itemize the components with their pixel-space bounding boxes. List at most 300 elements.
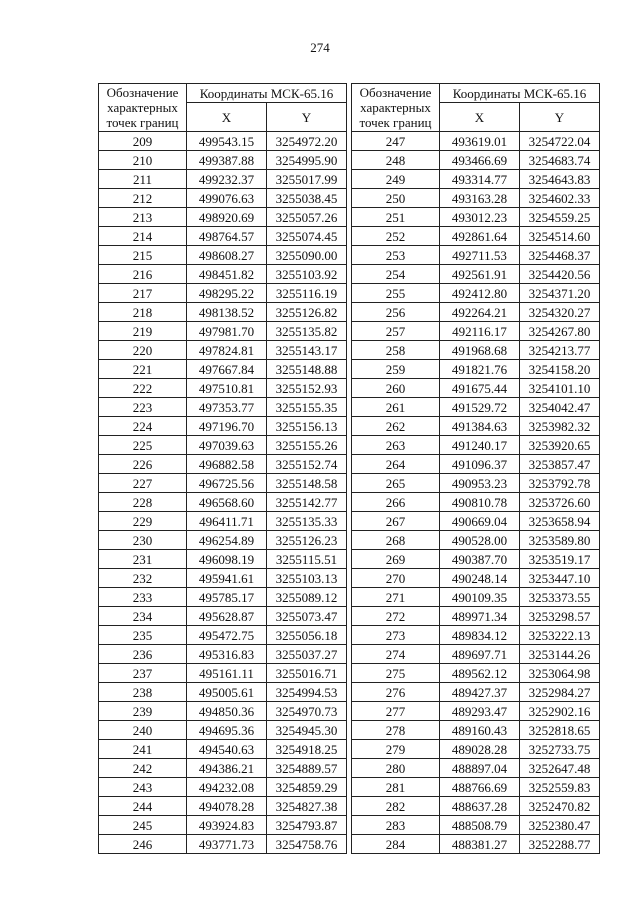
x-coordinate-cell: 496568.60 (187, 493, 267, 512)
y-coordinate-cell: 3254994.53 (267, 683, 347, 702)
y-coordinate-cell: 3253064.98 (520, 664, 600, 683)
table-row (99, 759, 347, 778)
y-coordinate-cell: 3254320.27 (520, 303, 600, 322)
point-number-cell: 268 (352, 531, 440, 550)
x-coordinate-cell: 494540.63 (187, 740, 267, 759)
y-coordinate-cell: 3254602.33 (520, 189, 600, 208)
x-coordinate-cell: 493771.73 (187, 835, 267, 854)
y-coordinate-cell: 3255037.27 (267, 645, 347, 664)
x-coordinate-cell: 493466.69 (440, 151, 520, 170)
point-number-cell: 261 (352, 398, 440, 417)
table-row (352, 341, 600, 360)
y-coordinate-cell: 3253373.55 (520, 588, 600, 607)
y-coordinate-cell: 3255126.82 (267, 303, 347, 322)
table-row (99, 227, 347, 246)
y-coordinate-cell: 3255115.51 (267, 550, 347, 569)
y-coordinate-cell: 3252470.82 (520, 797, 600, 816)
point-number-cell: 226 (99, 455, 187, 474)
point-number-cell: 264 (352, 455, 440, 474)
x-coordinate-cell: 497039.63 (187, 436, 267, 455)
x-coordinate-cell: 492561.91 (440, 265, 520, 284)
table-row (99, 493, 347, 512)
x-coordinate-cell: 491384.63 (440, 417, 520, 436)
y-coordinate-cell: 3254758.76 (267, 835, 347, 854)
point-number-cell: 262 (352, 417, 440, 436)
x-coordinate-cell: 498138.52 (187, 303, 267, 322)
table-row (99, 436, 347, 455)
x-coordinate-cell: 489562.12 (440, 664, 520, 683)
table-row (352, 417, 600, 436)
point-number-cell: 215 (99, 246, 187, 265)
table-row (352, 759, 600, 778)
table-row (99, 569, 347, 588)
point-number-cell: 217 (99, 284, 187, 303)
point-number-cell: 271 (352, 588, 440, 607)
x-coordinate-cell: 495005.61 (187, 683, 267, 702)
table-row (352, 607, 600, 626)
point-number-cell: 216 (99, 265, 187, 284)
x-coordinate-cell: 489293.47 (440, 702, 520, 721)
point-number-cell: 233 (99, 588, 187, 607)
point-number-cell: 219 (99, 322, 187, 341)
table-row (99, 151, 347, 170)
point-number-cell: 244 (99, 797, 187, 816)
x-coordinate-cell: 496254.89 (187, 531, 267, 550)
table-row (352, 360, 600, 379)
x-coordinate-cell: 488637.28 (440, 797, 520, 816)
point-number-cell: 280 (352, 759, 440, 778)
table-row (352, 664, 600, 683)
table-row (99, 721, 347, 740)
point-number-cell: 236 (99, 645, 187, 664)
table-row (352, 512, 600, 531)
table-row (352, 227, 600, 246)
table-row (99, 417, 347, 436)
x-coordinate-cell: 497667.84 (187, 360, 267, 379)
table-row (99, 531, 347, 550)
table-row (99, 170, 347, 189)
point-number-cell: 252 (352, 227, 440, 246)
x-coordinate-cell: 489160.43 (440, 721, 520, 740)
point-number-cell: 242 (99, 759, 187, 778)
y-coordinate-cell: 3252559.83 (520, 778, 600, 797)
y-coordinate-cell: 3253857.47 (520, 455, 600, 474)
point-number-cell: 250 (352, 189, 440, 208)
point-number-cell: 255 (352, 284, 440, 303)
x-coordinate-cell: 490387.70 (440, 550, 520, 569)
table-row (352, 208, 600, 227)
y-coordinate-cell: 3254371.20 (520, 284, 600, 303)
x-coordinate-cell: 498764.57 (187, 227, 267, 246)
designation-line-3: точек границ (106, 115, 179, 130)
table-row (99, 341, 347, 360)
point-number-cell: 221 (99, 360, 187, 379)
y-coordinate-cell: 3255148.88 (267, 360, 347, 379)
x-coordinate-cell: 495472.75 (187, 626, 267, 645)
y-coordinate-cell: 3255142.77 (267, 493, 347, 512)
y-coordinate-cell: 3253298.57 (520, 607, 600, 626)
x-coordinate-cell: 494232.08 (187, 778, 267, 797)
y-coordinate-cell: 3255126.23 (267, 531, 347, 550)
y-coordinate-cell: 3254972.20 (267, 132, 347, 151)
x-coordinate-cell: 492861.64 (440, 227, 520, 246)
designation-header (99, 84, 187, 132)
x-coordinate-cell: 491240.17 (440, 436, 520, 455)
x-coordinate-cell: 489697.71 (440, 645, 520, 664)
x-coordinate-cell: 490810.78 (440, 493, 520, 512)
point-number-cell: 237 (99, 664, 187, 683)
table-row (352, 702, 600, 721)
point-number-cell: 231 (99, 550, 187, 569)
x-coordinate-cell: 496882.58 (187, 455, 267, 474)
table-row (99, 740, 347, 759)
point-number-cell: 241 (99, 740, 187, 759)
y-coordinate-cell: 3253144.26 (520, 645, 600, 664)
y-coordinate-cell: 3254514.60 (520, 227, 600, 246)
y-coordinate-cell: 3254722.04 (520, 132, 600, 151)
y-coordinate-cell: 3253726.60 (520, 493, 600, 512)
table-row (99, 303, 347, 322)
y-coordinate-cell: 3255135.33 (267, 512, 347, 531)
x-coordinate-cell: 489834.12 (440, 626, 520, 645)
x-coordinate-cell: 492116.17 (440, 322, 520, 341)
y-coordinate-cell: 3253982.32 (520, 417, 600, 436)
designation-line-1: Обозначение (359, 85, 432, 100)
table-row (99, 664, 347, 683)
x-coordinate-cell: 494386.21 (187, 759, 267, 778)
table-row (352, 626, 600, 645)
x-coordinate-cell: 493314.77 (440, 170, 520, 189)
designation-line-2: характерных (360, 100, 431, 115)
table-row (99, 835, 347, 854)
y-coordinate-cell: 3254213.77 (520, 341, 600, 360)
table-row (99, 322, 347, 341)
x-coordinate-cell: 493924.83 (187, 816, 267, 835)
point-number-cell: 266 (352, 493, 440, 512)
point-number-cell: 209 (99, 132, 187, 151)
table-row (99, 360, 347, 379)
point-number-cell: 220 (99, 341, 187, 360)
x-coordinate-cell: 493012.23 (440, 208, 520, 227)
y-coordinate-cell: 3255016.71 (267, 664, 347, 683)
table-row (99, 797, 347, 816)
point-number-cell: 260 (352, 379, 440, 398)
point-number-cell: 275 (352, 664, 440, 683)
point-number-cell: 269 (352, 550, 440, 569)
point-number-cell: 257 (352, 322, 440, 341)
x-coordinate-cell: 495628.87 (187, 607, 267, 626)
x-coordinate-cell: 489971.34 (440, 607, 520, 626)
point-number-cell: 228 (99, 493, 187, 512)
y-coordinate-cell: 3253222.13 (520, 626, 600, 645)
point-number-cell: 256 (352, 303, 440, 322)
y-coordinate-cell: 3253519.17 (520, 550, 600, 569)
point-number-cell: 270 (352, 569, 440, 588)
table-row (99, 588, 347, 607)
table-row (352, 588, 600, 607)
x-coordinate-cell: 489427.37 (440, 683, 520, 702)
point-number-cell: 212 (99, 189, 187, 208)
table-row (99, 683, 347, 702)
table-row (352, 322, 600, 341)
table-row (99, 265, 347, 284)
y-coordinate-cell: 3255074.45 (267, 227, 347, 246)
x-coordinate-cell: 497981.70 (187, 322, 267, 341)
designation-line-3: точек границ (359, 115, 432, 130)
y-coordinate-cell: 3255152.93 (267, 379, 347, 398)
point-number-cell: 245 (99, 816, 187, 835)
y-coordinate-cell: 3252288.77 (520, 835, 600, 854)
point-number-cell: 235 (99, 626, 187, 645)
y-coordinate-cell: 3252984.27 (520, 683, 600, 702)
point-number-cell: 214 (99, 227, 187, 246)
x-coordinate-cell: 495941.61 (187, 569, 267, 588)
x-coordinate-cell: 495785.17 (187, 588, 267, 607)
point-number-cell: 225 (99, 436, 187, 455)
x-coordinate-cell: 488381.27 (440, 835, 520, 854)
point-number-cell: 243 (99, 778, 187, 797)
point-number-cell: 278 (352, 721, 440, 740)
point-number-cell: 247 (352, 132, 440, 151)
point-number-cell: 259 (352, 360, 440, 379)
table-row (352, 569, 600, 588)
point-number-cell: 234 (99, 607, 187, 626)
x-coordinate-cell: 490248.14 (440, 569, 520, 588)
y-coordinate-cell: 3255056.18 (267, 626, 347, 645)
point-number-cell: 284 (352, 835, 440, 854)
y-coordinate-cell: 3254889.57 (267, 759, 347, 778)
table-row (352, 740, 600, 759)
x-coordinate-cell: 493163.28 (440, 189, 520, 208)
x-coordinate-cell: 493619.01 (440, 132, 520, 151)
x-coordinate-cell: 488508.79 (440, 816, 520, 835)
point-number-cell: 213 (99, 208, 187, 227)
x-coordinate-cell: 496098.19 (187, 550, 267, 569)
x-coordinate-cell: 496411.71 (187, 512, 267, 531)
y-coordinate-cell: 3252818.65 (520, 721, 600, 740)
y-coordinate-cell: 3254042.47 (520, 398, 600, 417)
table-row (99, 398, 347, 417)
designation-header (352, 84, 440, 132)
x-coordinate-cell: 497824.81 (187, 341, 267, 360)
y-coordinate-cell: 3252380.47 (520, 816, 600, 835)
y-coordinate-cell: 3254643.83 (520, 170, 600, 189)
y-coordinate-cell: 3255156.13 (267, 417, 347, 436)
designation-line-2: характерных (107, 100, 178, 115)
x-coordinate-cell: 495316.83 (187, 645, 267, 664)
x-coordinate-cell: 494078.28 (187, 797, 267, 816)
x-coordinate-cell: 492412.80 (440, 284, 520, 303)
point-number-cell: 272 (352, 607, 440, 626)
table-row (352, 379, 600, 398)
y-coordinate-cell: 3255103.92 (267, 265, 347, 284)
coordinates-table-right (351, 83, 600, 854)
table-row (99, 189, 347, 208)
point-number-cell: 274 (352, 645, 440, 664)
x-coordinate-cell: 499387.88 (187, 151, 267, 170)
table-row (352, 778, 600, 797)
y-coordinate-cell: 3254101.10 (520, 379, 600, 398)
point-number-cell: 246 (99, 835, 187, 854)
x-coordinate-cell: 494850.36 (187, 702, 267, 721)
table-row (352, 531, 600, 550)
table-row (99, 246, 347, 265)
coordinates-table-left (98, 83, 347, 854)
table-row (99, 284, 347, 303)
y-column-header: Y (520, 103, 600, 132)
table-row (352, 835, 600, 854)
table-row (99, 778, 347, 797)
y-coordinate-cell: 3252733.75 (520, 740, 600, 759)
x-coordinate-cell: 491968.68 (440, 341, 520, 360)
table-row (99, 474, 347, 493)
point-number-cell: 210 (99, 151, 187, 170)
x-coordinate-cell: 498451.82 (187, 265, 267, 284)
crs-header: Координаты МСК-65.16 (440, 84, 600, 103)
table-row (352, 493, 600, 512)
table-row (352, 246, 600, 265)
x-coordinate-cell: 491821.76 (440, 360, 520, 379)
x-column-header: X (440, 103, 520, 132)
y-coordinate-cell: 3252647.48 (520, 759, 600, 778)
x-coordinate-cell: 499076.63 (187, 189, 267, 208)
x-coordinate-cell: 490528.00 (440, 531, 520, 550)
point-number-cell: 281 (352, 778, 440, 797)
x-column-header: X (187, 103, 267, 132)
y-coordinate-cell: 3254559.25 (520, 208, 600, 227)
y-coordinate-cell: 3255116.19 (267, 284, 347, 303)
point-number-cell: 249 (352, 170, 440, 189)
table-row (99, 645, 347, 664)
point-number-cell: 224 (99, 417, 187, 436)
point-number-cell: 230 (99, 531, 187, 550)
table-row (352, 816, 600, 835)
table-row (352, 550, 600, 569)
y-coordinate-cell: 3254918.25 (267, 740, 347, 759)
y-coordinate-cell: 3254995.90 (267, 151, 347, 170)
y-coordinate-cell: 3255152.74 (267, 455, 347, 474)
point-number-cell: 263 (352, 436, 440, 455)
table-row (99, 379, 347, 398)
y-coordinate-cell: 3255103.13 (267, 569, 347, 588)
x-coordinate-cell: 499543.15 (187, 132, 267, 151)
table-row (352, 151, 600, 170)
table-body-left (99, 132, 347, 854)
y-coordinate-cell: 3253589.80 (520, 531, 600, 550)
x-coordinate-cell: 497510.81 (187, 379, 267, 398)
x-coordinate-cell: 490953.23 (440, 474, 520, 493)
table-row (352, 721, 600, 740)
x-coordinate-cell: 491529.72 (440, 398, 520, 417)
table-row (352, 398, 600, 417)
point-number-cell: 232 (99, 569, 187, 588)
point-number-cell: 238 (99, 683, 187, 702)
y-coordinate-cell: 3255148.58 (267, 474, 347, 493)
y-coordinate-cell: 3255143.17 (267, 341, 347, 360)
y-coordinate-cell: 3255155.26 (267, 436, 347, 455)
y-coordinate-cell: 3254158.20 (520, 360, 600, 379)
table-row (352, 436, 600, 455)
x-coordinate-cell: 497353.77 (187, 398, 267, 417)
table-row (352, 683, 600, 702)
designation-line-1: Обозначение (106, 85, 179, 100)
y-coordinate-cell: 3255135.82 (267, 322, 347, 341)
x-coordinate-cell: 499232.37 (187, 170, 267, 189)
x-coordinate-cell: 488766.69 (440, 778, 520, 797)
y-coordinate-cell: 3255155.35 (267, 398, 347, 417)
table-row (352, 132, 600, 151)
table-row (99, 816, 347, 835)
x-coordinate-cell: 490109.35 (440, 588, 520, 607)
table-row (352, 265, 600, 284)
x-coordinate-cell: 498920.69 (187, 208, 267, 227)
y-coordinate-cell: 3254267.80 (520, 322, 600, 341)
point-number-cell: 240 (99, 721, 187, 740)
x-coordinate-cell: 490669.04 (440, 512, 520, 531)
y-coordinate-cell: 3255017.99 (267, 170, 347, 189)
y-coordinate-cell: 3255073.47 (267, 607, 347, 626)
y-column-header: Y (267, 103, 347, 132)
y-coordinate-cell: 3255089.12 (267, 588, 347, 607)
point-number-cell: 265 (352, 474, 440, 493)
x-coordinate-cell: 495161.11 (187, 664, 267, 683)
point-number-cell: 239 (99, 702, 187, 721)
table-row (352, 303, 600, 322)
point-number-cell: 229 (99, 512, 187, 531)
point-number-cell: 279 (352, 740, 440, 759)
x-coordinate-cell: 489028.28 (440, 740, 520, 759)
y-coordinate-cell: 3254970.73 (267, 702, 347, 721)
y-coordinate-cell: 3253792.78 (520, 474, 600, 493)
table-row (352, 455, 600, 474)
x-coordinate-cell: 491096.37 (440, 455, 520, 474)
table-row (352, 284, 600, 303)
point-number-cell: 276 (352, 683, 440, 702)
table-row (352, 170, 600, 189)
y-coordinate-cell: 3253920.65 (520, 436, 600, 455)
table-row (99, 550, 347, 569)
y-coordinate-cell: 3253447.10 (520, 569, 600, 588)
table-row (99, 455, 347, 474)
x-coordinate-cell: 491675.44 (440, 379, 520, 398)
x-coordinate-cell: 497196.70 (187, 417, 267, 436)
point-number-cell: 273 (352, 626, 440, 645)
point-number-cell: 223 (99, 398, 187, 417)
point-number-cell: 227 (99, 474, 187, 493)
x-coordinate-cell: 498295.22 (187, 284, 267, 303)
y-coordinate-cell: 3254420.56 (520, 265, 600, 284)
y-coordinate-cell: 3255057.26 (267, 208, 347, 227)
table-row (99, 702, 347, 721)
x-coordinate-cell: 496725.56 (187, 474, 267, 493)
table-row (352, 474, 600, 493)
point-number-cell: 251 (352, 208, 440, 227)
table-row (99, 132, 347, 151)
crs-header: Координаты МСК-65.16 (187, 84, 347, 103)
x-coordinate-cell: 492711.53 (440, 246, 520, 265)
y-coordinate-cell: 3254793.87 (267, 816, 347, 835)
table-row (99, 626, 347, 645)
table-row (352, 797, 600, 816)
point-number-cell: 253 (352, 246, 440, 265)
point-number-cell: 282 (352, 797, 440, 816)
point-number-cell: 283 (352, 816, 440, 835)
point-number-cell: 258 (352, 341, 440, 360)
table-row (99, 607, 347, 626)
y-coordinate-cell: 3254683.74 (520, 151, 600, 170)
y-coordinate-cell: 3254827.38 (267, 797, 347, 816)
y-coordinate-cell: 3255090.00 (267, 246, 347, 265)
